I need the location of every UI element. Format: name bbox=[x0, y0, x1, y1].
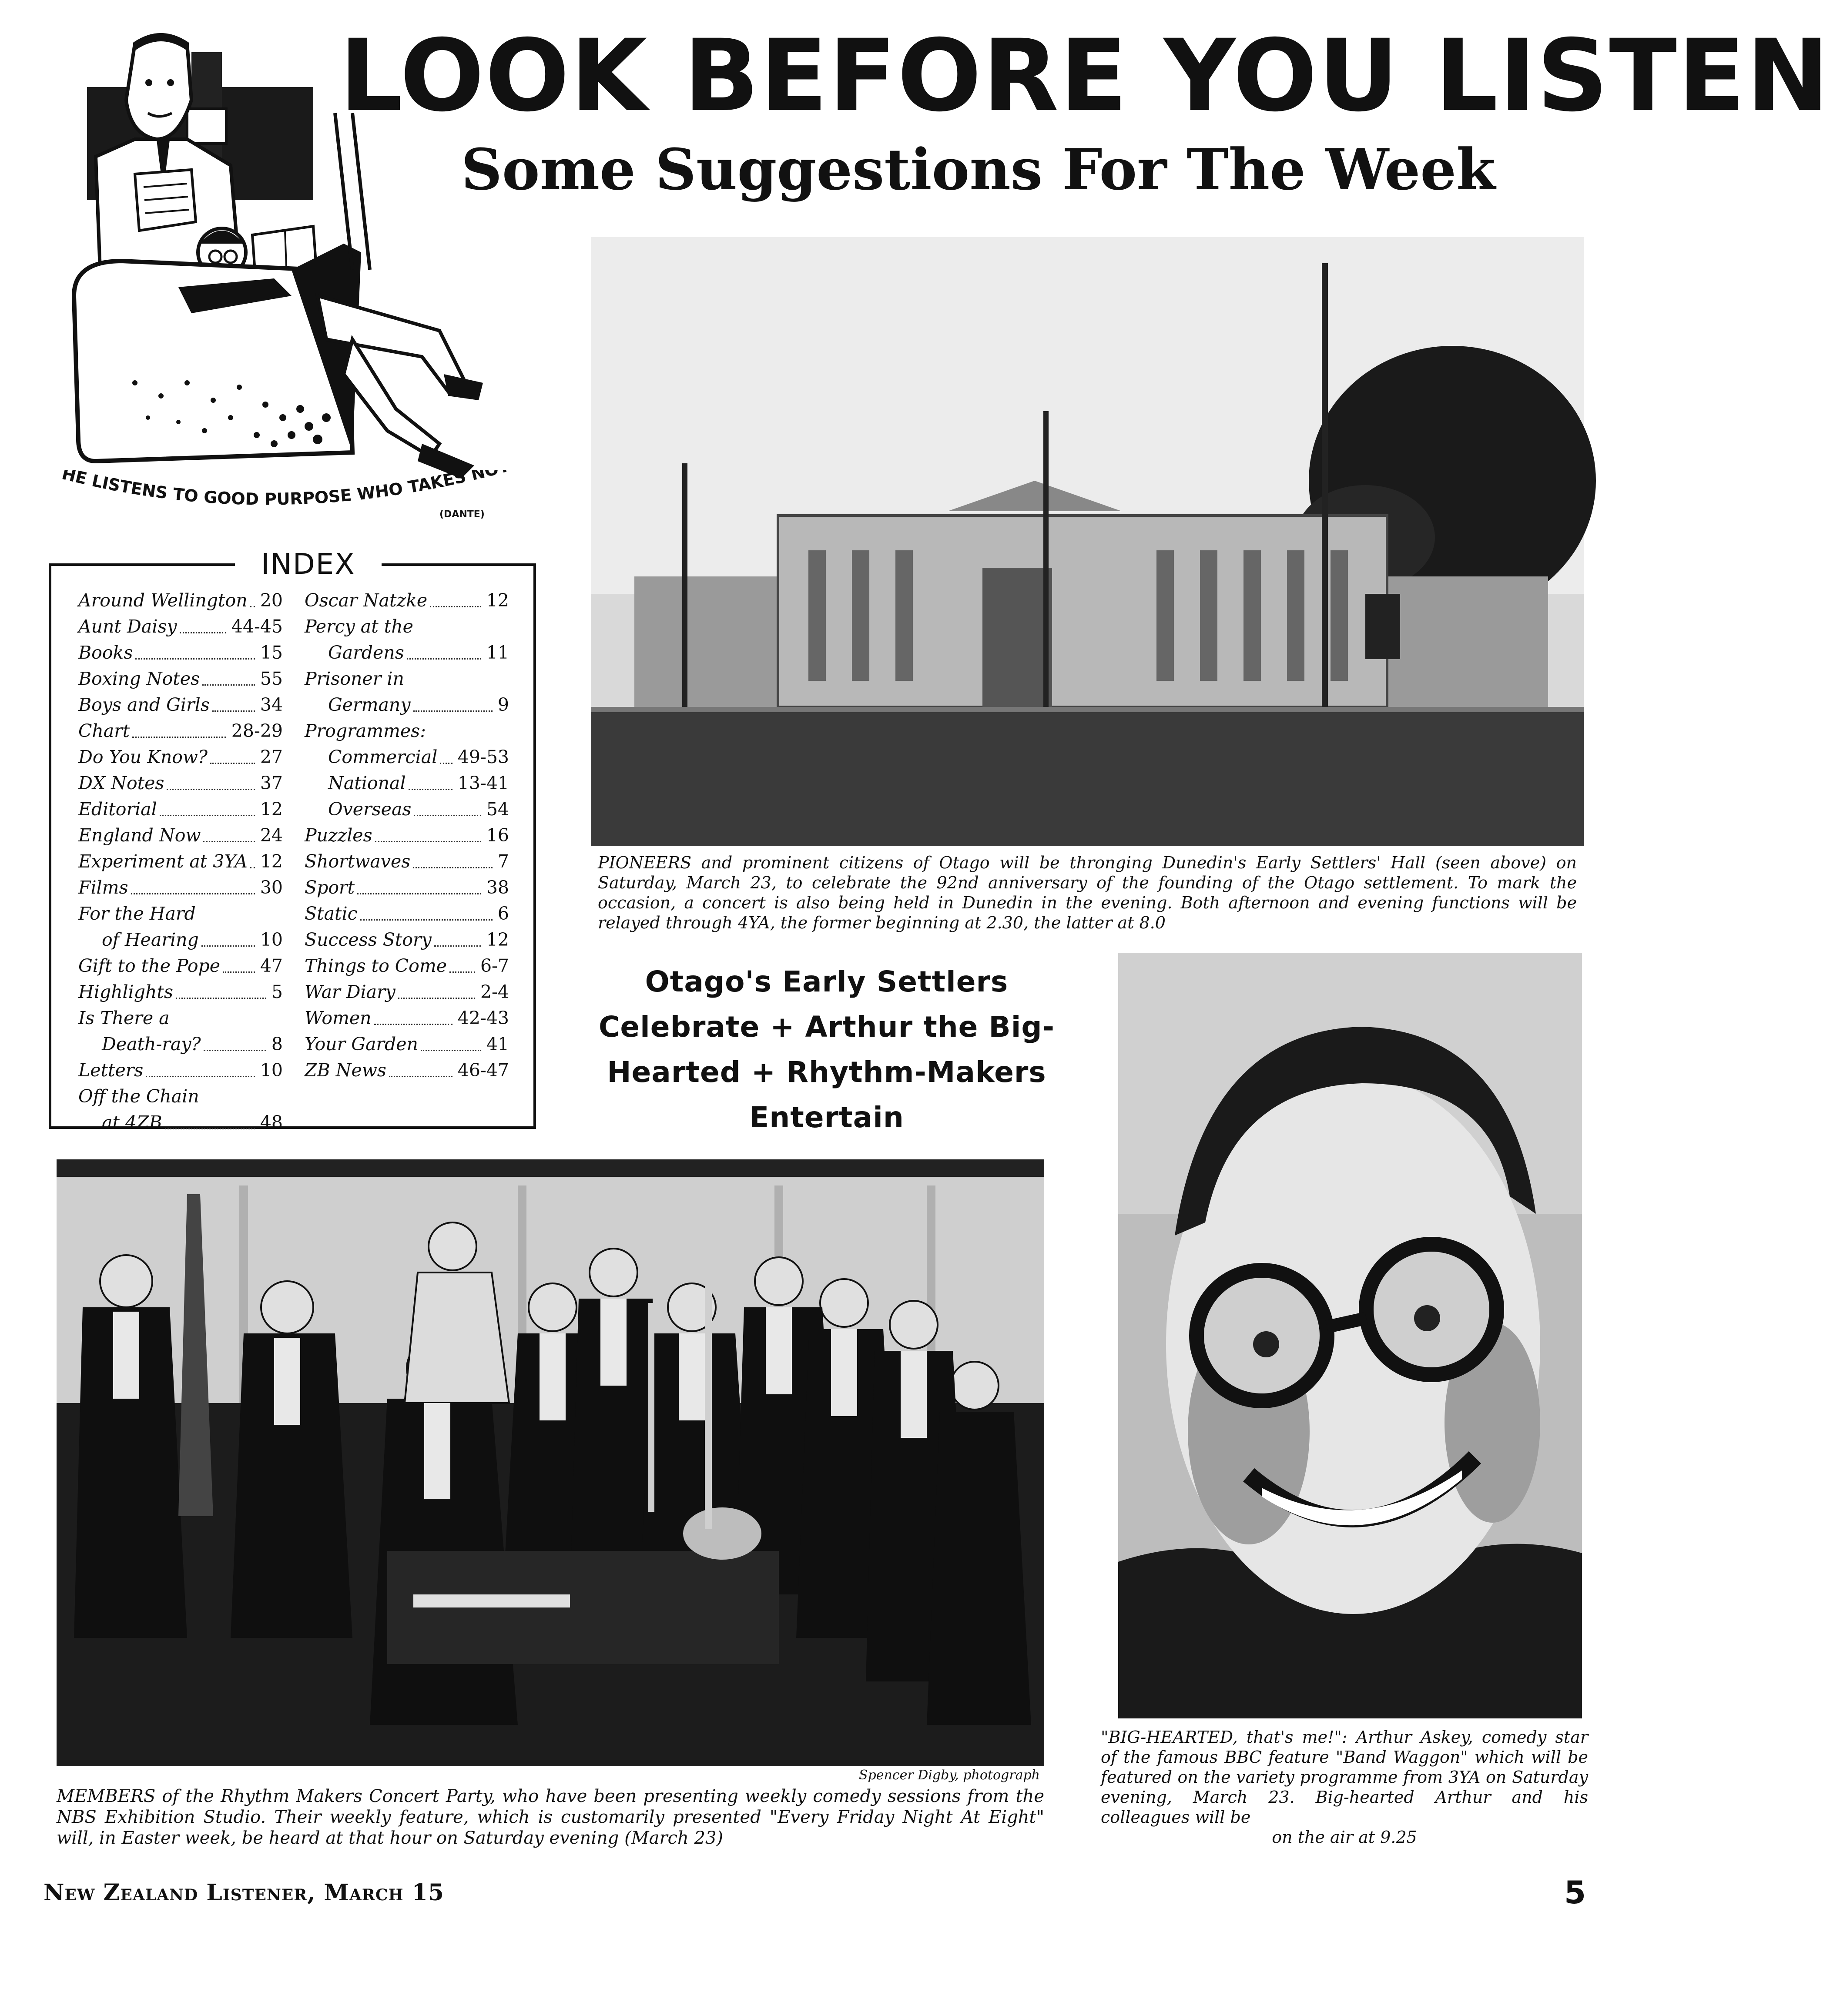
index-entry-label: Prisoner in bbox=[305, 668, 404, 689]
index-leader-dots bbox=[409, 770, 452, 790]
index-entry bbox=[78, 1083, 283, 1109]
index-leader-dots bbox=[414, 796, 481, 816]
motto-text: HE LISTENS TO GOOD PURPOSE WHO TAKES NO bbox=[60, 470, 501, 509]
band-photo-credit: Spencer Digby, photograph bbox=[858, 1768, 1040, 1783]
index-entry-page: 54 bbox=[486, 799, 509, 820]
index-entry bbox=[78, 1109, 283, 1135]
index-entry bbox=[78, 927, 283, 953]
index-leader-dots bbox=[135, 640, 255, 660]
index-entry-label: Percy at the bbox=[305, 616, 413, 637]
index-entry-page: 46-47 bbox=[457, 1060, 509, 1081]
index-entry-page: 28-29 bbox=[231, 720, 283, 741]
index-entry bbox=[305, 927, 509, 953]
index-entry-page: 12 bbox=[260, 851, 283, 872]
index-leader-dots bbox=[250, 587, 255, 607]
index-entry bbox=[305, 666, 509, 692]
index-entry-page: 48 bbox=[260, 1112, 283, 1133]
index-entry-label: Gift to the Pope bbox=[78, 955, 221, 976]
index-leader-dots bbox=[360, 901, 493, 921]
index-entry-label: Chart bbox=[78, 720, 130, 741]
index-entry-page: 2-4 bbox=[480, 981, 509, 1002]
index-leader-dots bbox=[250, 848, 255, 868]
page-number: 5 bbox=[1564, 1874, 1586, 1911]
index-entry bbox=[305, 587, 509, 613]
index-right-column bbox=[305, 587, 509, 1083]
page-headline: LOOK BEFORE YOU LISTEN bbox=[339, 18, 1830, 134]
index-entry-label: ZB News bbox=[305, 1060, 386, 1081]
index-leader-dots bbox=[449, 953, 475, 973]
index-entry-page: 11 bbox=[486, 642, 509, 663]
index-entry-page: 6-7 bbox=[480, 955, 509, 976]
index-entry-page: 55 bbox=[260, 668, 283, 689]
index-entry-label: Films bbox=[78, 877, 128, 898]
index-entry bbox=[78, 1031, 283, 1057]
index-entry-page: 6 bbox=[497, 903, 509, 924]
section-heading-line: Hearted + Rhythm-Makers bbox=[607, 1055, 1046, 1089]
index-entry-page: 30 bbox=[260, 877, 283, 898]
index-entry bbox=[78, 953, 283, 979]
index-entry-page: 34 bbox=[260, 694, 283, 715]
section-heading-line: Entertain bbox=[749, 1101, 904, 1134]
index-entry-label: Books bbox=[78, 642, 133, 663]
index-entry-label: Death-ray? bbox=[102, 1034, 201, 1055]
index-leader-dots bbox=[389, 1057, 452, 1077]
index-entry-label: Aunt Daisy bbox=[78, 616, 177, 637]
page-subheadline: Some Suggestions For The Week bbox=[461, 136, 1496, 203]
index-entry bbox=[78, 822, 283, 848]
index-left-column bbox=[78, 587, 283, 1135]
index-leader-dots bbox=[357, 874, 481, 894]
index-entry bbox=[305, 744, 509, 770]
early-settlers-hall-photo bbox=[591, 237, 1584, 846]
index-leader-dots bbox=[212, 692, 255, 712]
index-entry-page: 12 bbox=[260, 799, 283, 820]
index-entry-page: 8 bbox=[271, 1034, 283, 1055]
index-entry bbox=[305, 953, 509, 979]
index-entry bbox=[78, 1057, 283, 1083]
index-leader-dots bbox=[413, 692, 493, 712]
askey-photo-caption bbox=[1101, 1727, 1588, 1847]
index-leader-dots bbox=[407, 640, 481, 660]
index-leader-dots bbox=[374, 1005, 452, 1025]
index-leader-dots bbox=[160, 796, 255, 816]
askey-caption-body: "BIG-HEARTED, that's me!": Arthur Askey, comedy star of the famous BBC feature "Band Waggon" which will be featured on the variety programme from 3YA on Saturday evening, March 23. Big-hearted Arthur and his colleagues will be bbox=[1101, 1728, 1588, 1827]
index-entry-label: Do You Know? bbox=[78, 747, 208, 767]
index-entry-label: DX Notes bbox=[78, 773, 164, 794]
index-entry bbox=[78, 874, 283, 901]
index-leader-dots bbox=[204, 1031, 266, 1051]
index-leader-dots bbox=[421, 1031, 481, 1051]
listener-illustration bbox=[48, 26, 518, 531]
index-entry-label: Programmes: bbox=[305, 720, 426, 741]
index-leader-dots bbox=[201, 927, 255, 947]
index-entry-label: at 4ZB bbox=[102, 1112, 162, 1133]
index-entry bbox=[78, 613, 283, 640]
index-entry-page: 12 bbox=[486, 590, 509, 611]
index-entry-label: Is There a bbox=[78, 1008, 170, 1028]
index-entry-page: 16 bbox=[486, 825, 509, 846]
index-entry bbox=[305, 1005, 509, 1031]
index-entry bbox=[305, 692, 509, 718]
index-entry-label: Commercial bbox=[328, 747, 438, 767]
index-entry-page: 13-41 bbox=[457, 773, 509, 794]
index-leader-dots bbox=[223, 953, 255, 973]
index-leader-dots bbox=[167, 770, 255, 790]
section-heading bbox=[587, 959, 1066, 1140]
section-heading-line: Otago's Early Settlers bbox=[645, 965, 1009, 998]
index-entry-page: 44-45 bbox=[231, 616, 283, 637]
index-entry bbox=[305, 1031, 509, 1057]
index-entry bbox=[78, 1005, 283, 1031]
index-leader-dots bbox=[131, 874, 255, 894]
index-entry-label: War Diary bbox=[305, 981, 395, 1002]
index-entry-page: 15 bbox=[260, 642, 283, 663]
index-entry-label: For the Hard bbox=[78, 903, 196, 924]
index-entry-label: Success Story bbox=[305, 929, 432, 950]
index-leader-dots bbox=[413, 848, 493, 868]
publication-footer: New Zealand Listener, March 15 bbox=[44, 1879, 444, 1906]
index-entry bbox=[305, 822, 509, 848]
index-entry bbox=[78, 770, 283, 796]
index-entry-page: 20 bbox=[260, 590, 283, 611]
index-entry-page: 10 bbox=[260, 1060, 283, 1081]
index-entry-label: Editorial bbox=[78, 799, 157, 820]
index-entry-label: Puzzles bbox=[305, 825, 372, 846]
index-entry-label: Germany bbox=[328, 694, 411, 715]
index-entry-page: 24 bbox=[260, 825, 283, 846]
index-entry-page: 12 bbox=[486, 929, 509, 950]
index-entry-label: Women bbox=[305, 1008, 372, 1028]
index-leader-dots bbox=[146, 1057, 255, 1077]
index-entry bbox=[78, 587, 283, 613]
index-entry-label: Off the Chain bbox=[78, 1086, 199, 1107]
index-leader-dots bbox=[210, 744, 255, 764]
index-entry-page: 47 bbox=[260, 955, 283, 976]
index-entry-label: England Now bbox=[78, 825, 201, 846]
index-entry-label: Overseas bbox=[328, 799, 412, 820]
index-entry bbox=[78, 666, 283, 692]
index-entry-page: 5 bbox=[271, 981, 283, 1002]
index-entry bbox=[78, 718, 283, 744]
index-entry-label: Boxing Notes bbox=[78, 668, 200, 689]
index-entry bbox=[305, 979, 509, 1005]
index-entry-label: Around Wellington bbox=[78, 590, 248, 611]
index-entry-label: National bbox=[328, 773, 406, 794]
index-entry-label: Shortwaves bbox=[305, 851, 411, 872]
index-leader-dots bbox=[440, 744, 452, 764]
index-entry bbox=[305, 718, 509, 744]
armchair-reader-drawing bbox=[48, 26, 518, 487]
index-entry-label: Sport bbox=[305, 877, 355, 898]
motto-credit: (DANTE) bbox=[439, 509, 485, 520]
index-entry bbox=[78, 848, 283, 874]
index-title: INDEX bbox=[235, 547, 382, 581]
index-entry-page: 37 bbox=[260, 773, 283, 794]
askey-caption-last-line: on the air at 9.25 bbox=[1272, 1828, 1417, 1847]
index-entry-label: Gardens bbox=[328, 642, 404, 663]
index-entry bbox=[305, 1057, 509, 1083]
index-entry bbox=[305, 848, 509, 874]
index-entry-page: 38 bbox=[486, 877, 509, 898]
index-entry-label: Oscar Natzke bbox=[305, 590, 428, 611]
illustration-motto bbox=[52, 470, 522, 539]
index-entry bbox=[305, 613, 509, 640]
index-entry bbox=[305, 640, 509, 666]
index-entry bbox=[78, 979, 283, 1005]
index-entry bbox=[78, 692, 283, 718]
index-entry-label: Your Garden bbox=[305, 1034, 418, 1055]
index-entry bbox=[78, 744, 283, 770]
index-entry bbox=[305, 901, 509, 927]
index-entry-page: 27 bbox=[260, 747, 283, 767]
index-entry-label: of Hearing bbox=[102, 929, 199, 950]
index-leader-dots bbox=[398, 979, 475, 999]
index-leader-dots bbox=[434, 927, 481, 947]
index-entry-label: Highlights bbox=[78, 981, 173, 1002]
index-leader-dots bbox=[165, 1109, 255, 1129]
index-entry bbox=[305, 796, 509, 822]
index-entry-label: Things to Come bbox=[305, 955, 447, 976]
rhythm-makers-photo bbox=[57, 1159, 1044, 1766]
index-leader-dots bbox=[430, 587, 481, 607]
index-entry bbox=[78, 640, 283, 666]
index-entry-page: 9 bbox=[497, 694, 509, 715]
index-entry-page: 7 bbox=[497, 851, 509, 872]
arthur-askey-photo bbox=[1118, 953, 1582, 1718]
index-entry-page: 42-43 bbox=[457, 1008, 509, 1028]
index-entry-label: Boys and Girls bbox=[78, 694, 210, 715]
index-entry-page: 49-53 bbox=[457, 747, 509, 767]
index-entry-page: 10 bbox=[260, 929, 283, 950]
index-leader-dots bbox=[180, 613, 226, 633]
section-heading-line: Celebrate + Arthur the Big- bbox=[598, 1010, 1055, 1044]
index-entry bbox=[305, 770, 509, 796]
index-leader-dots bbox=[132, 718, 226, 738]
index-leader-dots bbox=[176, 979, 266, 999]
index-entry bbox=[78, 796, 283, 822]
index-entry bbox=[305, 874, 509, 901]
index-entry-label: Static bbox=[305, 903, 358, 924]
index-entry-label: Experiment at 3YA bbox=[78, 851, 248, 872]
band-photo-caption: MEMBERS of the Rhythm Makers Concert Party, who have been presenting weekly comedy sessions from the NBS Exhibition Studio. Their weekly feature, which is customarily presented "Every Friday Night At Eight" will, in Easter week, be heard at that hour on Saturday evening (March 23) bbox=[57, 1786, 1044, 1848]
index-entry-label: Letters bbox=[78, 1060, 144, 1081]
index-entry bbox=[78, 901, 283, 927]
index-leader-dots bbox=[203, 822, 255, 842]
index-leader-dots bbox=[202, 666, 255, 686]
index-leader-dots bbox=[375, 822, 481, 842]
index-entry-page: 41 bbox=[486, 1034, 509, 1055]
dunedin-photo-caption: PIONEERS and prominent citizens of Otago will be thronging Dunedin's Early Settlers' Hall (seen above) on Saturday, March 23, to celebrate the 92nd anniversary of the founding of the Otago settlement. To mark the occasion, a concert is also being held in Dunedin in the evening. Both afternoon and evening functions will be relayed through 4YA, the former beginning at 2.30, the latter at 8.0 bbox=[598, 853, 1577, 932]
